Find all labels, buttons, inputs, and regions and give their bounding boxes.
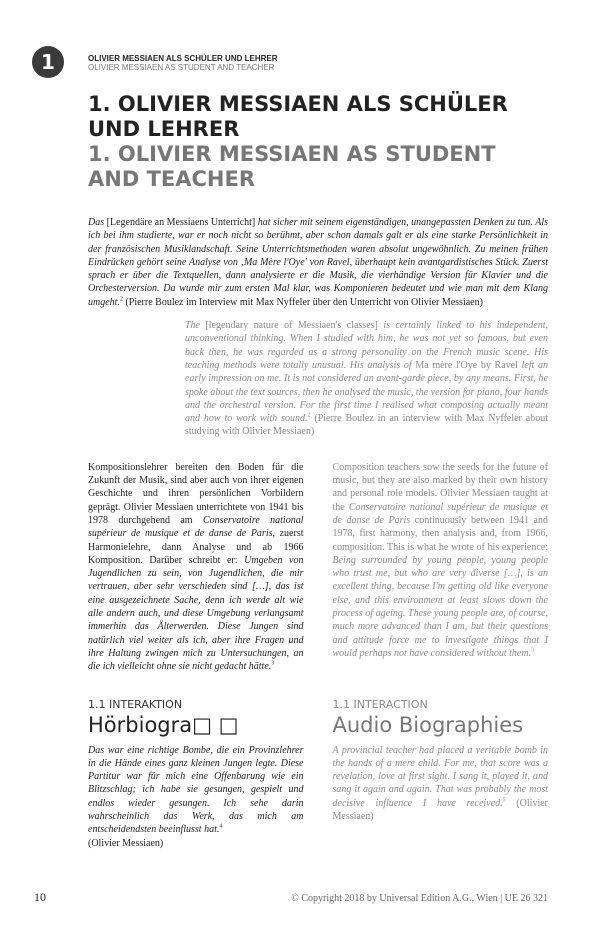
text: A provincial teacher had placed a veritable bomb in the hands of a mere child. For me, that score was a revelation, love at first sight. I sang it, played it, and sang it again and again. That was probably the most decisive influence I have received. bbox=[332, 744, 548, 809]
title-de: 1. OLIVIER MESSIAEN ALS SCHÜLER UND LEHRER bbox=[88, 92, 508, 141]
quote-en bbox=[185, 319, 548, 439]
footnote-ref: 4 bbox=[219, 823, 223, 830]
text: , zuerst Harmonielehre, dann Analyse und ab 1966 Komposition. Darüber schreibt er: bbox=[88, 528, 304, 566]
text: [Legendäre an Messiaens Unterricht] bbox=[106, 217, 258, 228]
page-number: 10 bbox=[34, 889, 46, 904]
footnote-ref: 5 bbox=[502, 797, 506, 804]
text: (Olivier Messiaen) bbox=[88, 837, 164, 849]
column-de bbox=[88, 461, 304, 674]
text: left an early impression on me. It is not considered an avant-garde piece, by any means. First, he spoke about the text sources, then he analysed the music, the version for piano, four hands and the orchestral version. For the first time I realised what composing actually meant and how to work with sound. bbox=[185, 359, 548, 425]
text: is certainly linked to his independent, unconventional thinking. When I studied with him, he was not yet so famous, but even back then, he was regarded as a strong personality on the French music scene. His teaching methods were totally unusual. His analysis of bbox=[185, 320, 549, 371]
text: Conservatoire national supérieur de musique et de danse de Paris bbox=[88, 514, 304, 540]
copyright: © Copyright 2018 by Universal Edition A.G., Wien | UE 26 321 bbox=[291, 892, 548, 904]
chapter-badge: 1 bbox=[32, 46, 64, 78]
text: hat sicher mit seinem eigenständigen, unangepassten Denken zu tun. Als ich bei ihm studierte, war er noch nicht so berühmt, aber schon damals galt er als eine starke Persönlichkeit in der französischen Musiklandschaft. Seine Unterrichtsmethoden waren absolut ungewöhnlich. Zu meinen frühen Eindrücken gehört seine Analyse von ‚Ma Mère l'Oye' von Ravel, überhaupt kein avantgardistisches Stück. Zuerst sprach er über die Textquellen, dann analysierte er die Musik, die vierhändige Version für Klavier und die Orchesterversion. Da wurde mir zum ersten Mal klar, was Komponieren bedeutet und wie man mit dem Klang umgeht. bbox=[88, 217, 548, 308]
text: (Pierre Boulez im Interview mit Max Nyffeler über den Unterricht von Olivier Messiaen) bbox=[122, 296, 483, 308]
text: (Pierre Boulez in an interview with Max Nyffeler about studying with Olivier Messiaen) bbox=[185, 413, 548, 438]
section-columns bbox=[88, 674, 548, 850]
section-quote-en bbox=[333, 744, 549, 824]
section-en bbox=[333, 674, 549, 824]
page-title bbox=[88, 92, 548, 192]
section-de bbox=[88, 674, 304, 850]
text: [legendary nature of Messiaen's classes] bbox=[205, 320, 384, 332]
title-en: 1. OLIVIER MESSIAEN AS STUDENT AND TEACHER bbox=[88, 142, 496, 191]
two-column-body bbox=[88, 461, 548, 674]
quote-de bbox=[88, 216, 548, 309]
footnote-ref: 2 bbox=[119, 296, 123, 303]
section-quote-de bbox=[88, 744, 304, 850]
body-en bbox=[333, 461, 549, 660]
footer bbox=[34, 890, 548, 906]
section-title-de: Hörbiogra□ □ bbox=[88, 712, 239, 737]
text: Conservatoire national supérieur de musique et de danse de Paris bbox=[332, 501, 549, 526]
footnote-ref: 3 bbox=[271, 660, 275, 667]
text: Das bbox=[88, 217, 107, 228]
header-de: OLIVIER MESSIAEN ALS SCHÜLER UND LEHRER bbox=[88, 54, 278, 63]
text: continuously between 1941 and 1978, first harmony, then analysis and, from 1966, composition. This is what he wrote of his experience: bbox=[332, 514, 548, 553]
section-label-de: 1.1 INTERAKTION bbox=[88, 697, 183, 711]
text: Composition teachers sow the seeds for the future of music, but they are also marked by their own history and personal role models. Olivier Messiaen taught at the bbox=[332, 461, 548, 513]
text: The bbox=[185, 320, 206, 332]
section-title-en: Audio Biographies bbox=[332, 712, 524, 737]
footnote-ref: 3 bbox=[531, 647, 535, 654]
header-en: OLIVIER MESSIAEN AS STUDENT AND TEACHER bbox=[88, 63, 275, 72]
text: Kompositionslehrer bereiten den Boden für die Zukunft der Musik, sind aber auch von ihrer eigenen Geschichte und ihren persönlichen Vorbildern geprägt. Olivier Messiaen unterrichtete von 1941 bis 1978 durchgehend am bbox=[88, 461, 304, 526]
text: Ma mère l'Oye by Ravel bbox=[415, 359, 522, 371]
body-de bbox=[88, 461, 304, 674]
text: (Olivier Messiaen) bbox=[332, 797, 548, 822]
section-label-en: 1.1 INTERACTION bbox=[332, 697, 428, 711]
running-header bbox=[88, 54, 548, 72]
text: Being surrounded by young people, young people who trust me, but who are very diverse […], is an excellent thing, because I'm getting old like everyone else, and this environment at least slows down the process of ageing. These young people are, of course, much more advanced than I am, but their questions and attitude force me to investigate things that I would perhaps not have considered without them. bbox=[332, 554, 548, 659]
text: Umgeben von Jugendlichen zu sein, von Jugendlichen, die mir vertrauen, aber sehr verschieden sind […], das ist eine ausgezeichnete Sache, denn ich werde alt wie alle andern auch, und diese Umgebung verlangsamt immerhin das Älterwerden. Diese Jungen sind natürlich viel weiter als ich, aber ihre Fragen und ihre Haltung zwingen mich zu Untersuchungen, an die ich vielleicht ohne sie nicht gedacht hätte. bbox=[88, 554, 304, 673]
footnote-ref: 2 bbox=[307, 412, 311, 419]
column-en bbox=[333, 461, 549, 660]
text: Das war eine richtige Bombe, die ein Provinzlehrer in die Hände eines ganz kleinen Jungen legte. Diese Partitur war für mich eine Offenbarung wie ein Blitzschlag; ich habe sie gesungen, gespielt und endlos wieder gesungen. Ich sehe darin wahrscheinlich das Werk, das mich am entscheidendsten beeinflusst hat. bbox=[88, 744, 304, 836]
